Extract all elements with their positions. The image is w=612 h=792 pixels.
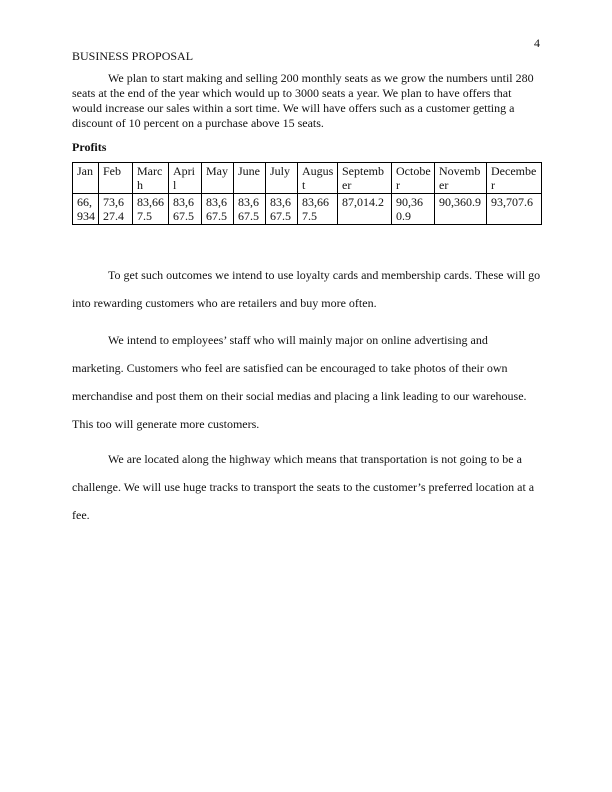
- month-header-dec: December: [487, 163, 542, 194]
- month-header-nov: November: [435, 163, 487, 194]
- running-header: BUSINESS PROPOSAL: [72, 49, 194, 63]
- profit-value-jan: 66,934: [73, 194, 99, 225]
- month-header-mar: March: [133, 163, 169, 194]
- profits-table: [72, 162, 542, 225]
- profit-value-jun: 83,667.5: [234, 194, 266, 225]
- profit-value-nov: 90,360.9: [435, 194, 487, 225]
- location-paragraph: We are located along the highway which means that transportation is not going to be a challenge. We will use huge tracks to transport the seats to the customer’s preferred location at a fee.: [72, 452, 535, 522]
- month-header-jun: June: [234, 163, 266, 194]
- month-header-feb: Feb: [99, 163, 133, 194]
- profits-header-row: [73, 163, 542, 194]
- month-header-jan: Jan: [73, 163, 99, 194]
- profit-value-may: 83,667.5: [202, 194, 234, 225]
- profit-value-dec: 93,707.6: [487, 194, 542, 225]
- profit-value-apr: 83,667.5: [169, 194, 202, 225]
- profits-heading: Profits: [72, 140, 107, 154]
- profit-value-mar: 83,667.5: [133, 194, 169, 225]
- loyalty-paragraph: To get such outcomes we intend to use loyalty cards and membership cards. These will go into rewarding customers who are retailers and buy more often.: [72, 268, 541, 310]
- profit-value-sep: 87,014.2: [338, 194, 392, 225]
- profit-value-jul: 83,667.5: [266, 194, 298, 225]
- month-header-jul: July: [266, 163, 298, 194]
- page-number: 4: [534, 36, 540, 50]
- location-section: [72, 445, 542, 529]
- profit-value-feb: 73,627.4: [99, 194, 133, 225]
- month-header-oct: October: [392, 163, 435, 194]
- month-header-sep: September: [338, 163, 392, 194]
- intro-paragraph: We plan to start making and selling 200 monthly seats as we grow the numbers until 280 seats at the end of the year which would up to 3000 seats a year. We plan to have offers that would increase our sales within a sort time. We will have offers such as a customer getting a discount of 10 percent on a purchase above 15 seats.: [72, 71, 534, 130]
- month-header-apr: April: [169, 163, 202, 194]
- month-header-aug: August: [298, 163, 338, 194]
- marketing-section: [72, 326, 542, 438]
- month-header-may: May: [202, 163, 234, 194]
- profit-value-aug: 83,667.5: [298, 194, 338, 225]
- loyalty-section: [72, 261, 542, 317]
- marketing-paragraph: We intend to employees’ staff who will mainly major on online advertising and marketing. Customers who feel are satisfied can be encouraged to take photos of their own merchandise and post them on their social medias and placing a link leading to our warehouse. This too will generate more customers.: [72, 333, 527, 431]
- profit-value-oct: 90,360.9: [392, 194, 435, 225]
- profits-value-row: [73, 194, 542, 225]
